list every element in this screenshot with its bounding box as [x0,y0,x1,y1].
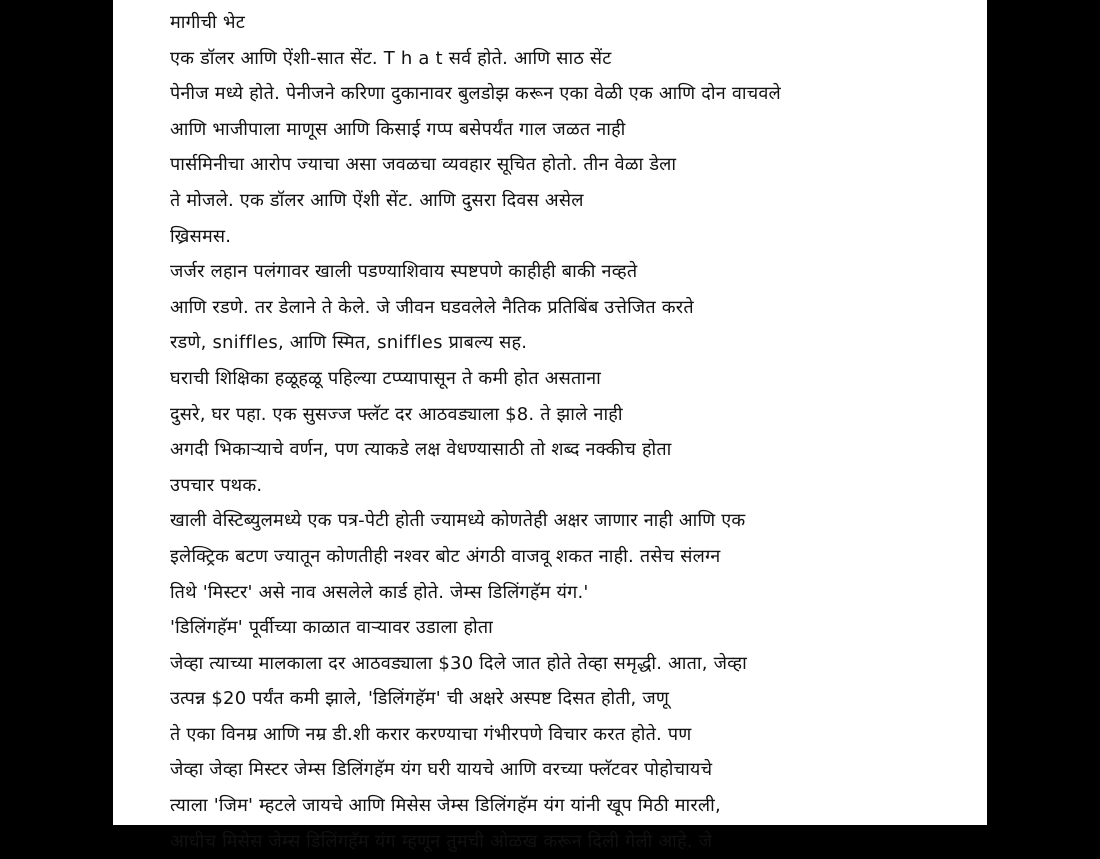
text-line: अगदी भिकाऱ्याचे वर्णन, पण त्याकडे लक्ष वेधण्यासाठी तो शब्द नक्कीच होता [170,439,672,461]
text-line: जर्जर लहान पलंगावर खाली पडण्याशिवाय स्पष्टपणे काहीही बाकी नव्हते [170,261,638,283]
text-line: त्याला 'जिम' म्हटले जायचे आणि मिसेस जेम्स डिलिंगहॅम यंग यांनी खूप मिठी मारली, [170,795,721,817]
text-line: पेनीज मध्ये होते. पेनीजने करिणा दुकानावर बुलडोझ करून एका वेळी एक आणि दोन वाचवले [170,83,781,105]
text-line: घराची शिक्षिका हळूहळू पहिल्या टप्प्यापासून ते कमी होत असताना [170,367,601,389]
text-line: तिथे 'मिस्टर' असे नाव असलेले कार्ड होते. जेम्स डिलिंगहॅम यंग.' [170,581,589,603]
text-line: आधीच मिसेस जेम्स डिलिंगहॅम यंग म्हणून तुमची ओळख करून दिली गेली आहे. जे [170,830,713,852]
text-line: जेव्हा जेव्हा मिस्टर जेम्स डिलिंगहॅम यंग घरी यायचे आणि वरच्या फ्लॅटवर पोहोचायचे [170,759,713,781]
text-line: दुसरे, घर पहा. एक सुसज्ज फ्लॅट दर आठवड्याला $8. ते झाले नाही [170,403,623,425]
text-line: आणि रडणे. तर डेलाने ते केले. जे जीवन घडवलेले नैतिक प्रतिबिंब उत्तेजित करते [170,296,694,318]
text-line: जेव्हा त्याच्या मालकाला दर आठवड्याला $30 दिले जात होते तेव्हा समृद्धी. आता, जेव्हा [170,652,747,674]
text-line: ख्रिसमस. [170,225,232,247]
text-line: 'डिलिंगहॅम' पूर्वीच्या काळात वाऱ्यावर उडाला होता [170,617,493,639]
document-body [170,5,970,859]
text-line: इलेक्ट्रिक बटण ज्यातून कोणतीही नश्वर बोट अंगठी वाजवू शकत नाही. तसेच संलग्न [170,545,721,567]
text-line: ते मोजले. एक डॉलर आणि ऐंशी सेंट. आणि दुसरा दिवस असेल [170,189,584,211]
text-line: उत्पन्न $20 पर्यंत कमी झाले, 'डिलिंगहॅम' ची अक्षरे अस्पष्ट दिसत होती, जणू [170,688,670,710]
text-line: पार्समिनीचा आरोप ज्याचा असा जवळचा व्यवहार सूचित होतो. तीन वेळा डेला [170,154,677,176]
document-page [113,0,987,852]
text-line: एक डॉलर आणि ऐंशी-सात सेंट. T h a t सर्व होते. आणि साठ सेंट [170,47,612,69]
document-title: मागीची भेट [170,12,245,33]
text-line: आणि भाजीपाला माणूस आणि किसाई गप्प बसेपर्यंत गाल जळत नाही [170,118,626,140]
text-line: खाली वेस्टिब्युलमध्ये एक पत्र-पेटी होती ज्यामध्ये कोणतेही अक्षर जाणार नाही आणि एक [170,510,746,532]
text-line: उपचार पथक. [170,474,263,496]
text-line: ते एका विनम्र आणि नम्र डी.शी करार करण्याचा गंभीरपणे विचार करत होते. पण [170,723,692,745]
text-line: रडणे, sniffles, आणि स्मित, sniffles प्राबल्य सह. [170,332,528,354]
